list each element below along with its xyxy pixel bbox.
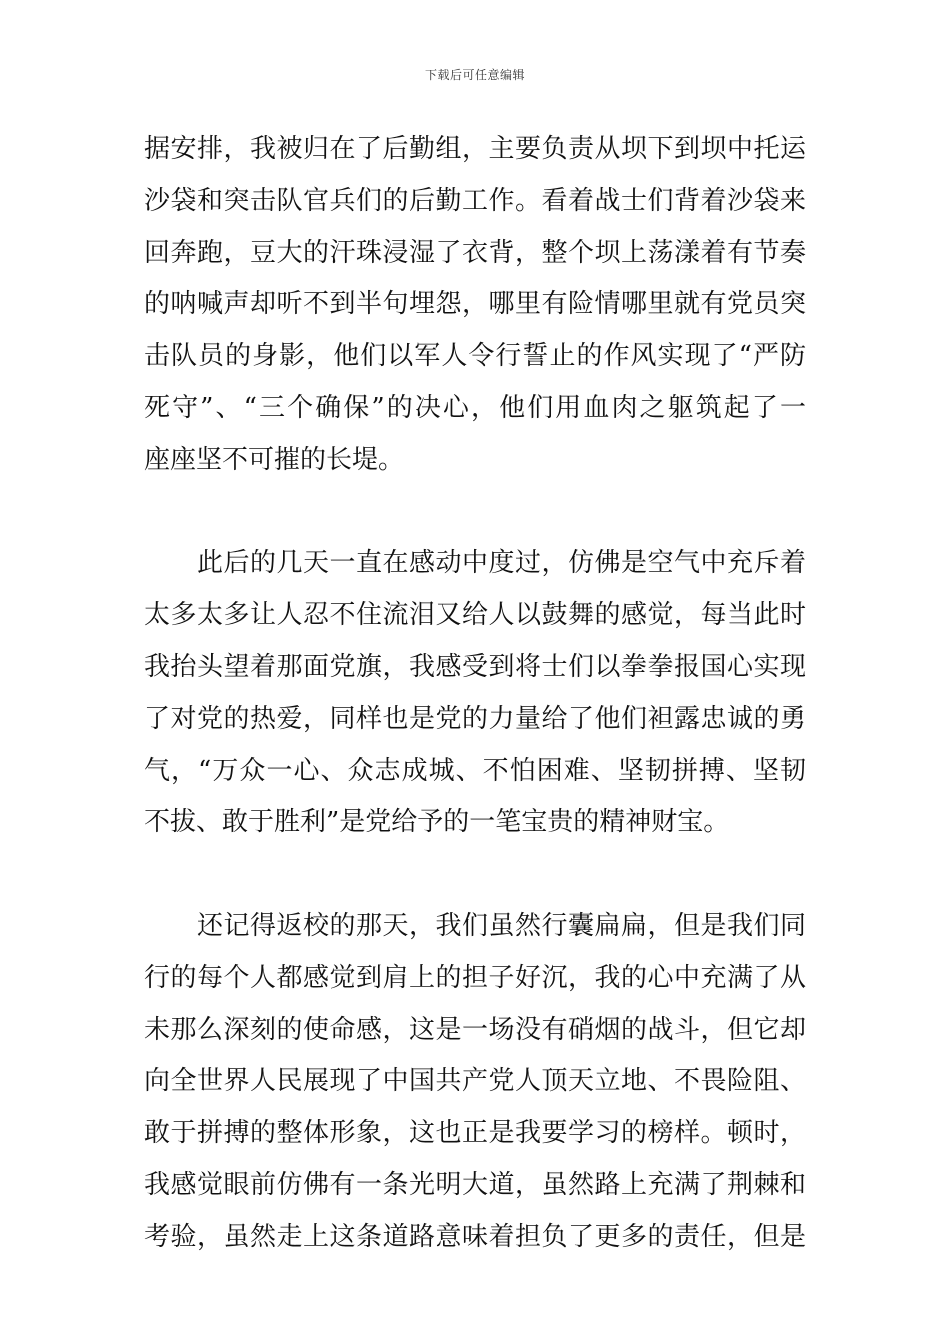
- text-line: 太多太多让人忍不住流泪又给人以鼓舞的感觉，每当此时: [144, 600, 806, 631]
- document-body: [144, 124, 806, 1264]
- text-line: 的呐喊声却听不到半句埋怨，哪里有险情哪里就有党员突: [144, 289, 806, 320]
- page-header: 下载后可任意编辑: [424, 68, 525, 82]
- text-line: 击队员的身影，他们以军人令行誓止的作风实现了“严防: [144, 341, 806, 372]
- text-line: 向全世界人民展现了中国共产党人顶天立地、不畏险阻、: [144, 1066, 806, 1097]
- text-line: 回奔跑，豆大的汗珠浸湿了衣背，整个坝上荡漾着有节奏: [144, 237, 806, 268]
- text-line: 不拔、敢于胜利”是党给予的一笔宝贵的精神财宝。: [144, 807, 730, 838]
- text-line: 此后的几天一直在感动中度过，仿佛是空气中充斥着: [144, 548, 806, 579]
- text-line: 未那么深刻的使命感，这是一场没有硝烟的战斗，但它却: [144, 1014, 806, 1045]
- text-line: 据安排，我被归在了后勤组，主要负责从坝下到坝中托运: [144, 134, 806, 164]
- text-line: 气，“万众一心、众志成城、不怕困难、坚韧拼搏、坚韧: [144, 755, 806, 786]
- text-line: 我抬头望着那面党旗，我感受到将士们以拳拳报国心实现: [144, 651, 806, 682]
- paragraph-3: [144, 901, 806, 1264]
- text-line: 我感觉眼前仿佛有一条光明大道，虽然路上充满了荆棘和: [144, 1169, 806, 1200]
- text-line: 敢于拼搏的整体形象，这也正是我要学习的榜样。顿时，: [144, 1118, 806, 1149]
- text-line: 座座坚不可摧的长堤。: [144, 444, 405, 475]
- text-line: 了对党的热爱，同样也是党的力量给了他们袒露忠诚的勇: [144, 703, 806, 734]
- paragraph-1: [144, 124, 806, 487]
- text-line: 还记得返校的那天，我们虽然行囊扁扁，但是我们同: [144, 910, 806, 941]
- paragraph-2: [144, 538, 806, 849]
- text-line: 行的每个人都感觉到肩上的担子好沉，我的心中充满了从: [144, 962, 806, 993]
- text-line: 沙袋和突击队官兵们的后勤工作。看着战士们背着沙袋来: [144, 185, 806, 216]
- text-line: 死守”、“三个确保”的决心，他们用血肉之躯筑起了一: [144, 392, 806, 423]
- text-line: 考验，虽然走上这条道路意味着担负了更多的责任，但是: [144, 1221, 806, 1252]
